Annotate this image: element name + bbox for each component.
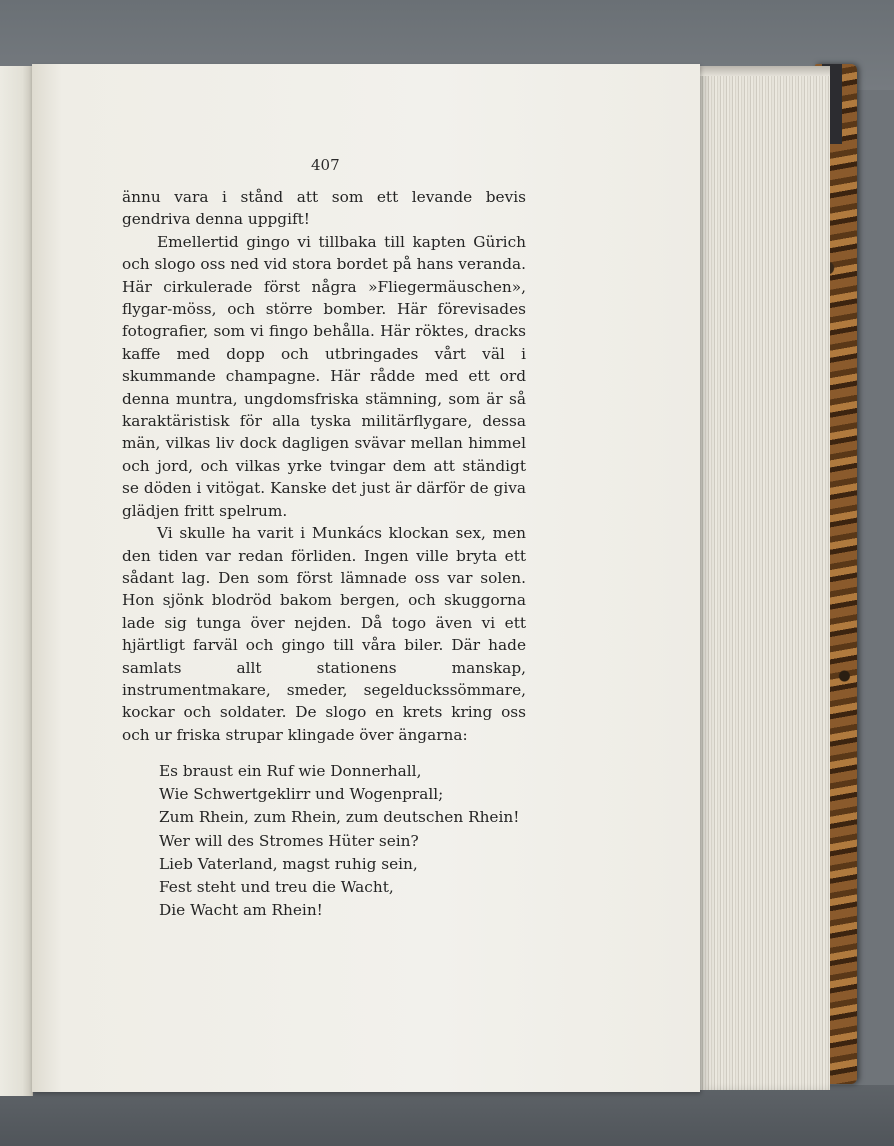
song-verse [159,760,539,922]
paragraph-3: Vi skulle ha varit i Munkács klockan sex, men den tiden var redan förliden. Ingen ville bryta ett sådant lag. Den som först lämnade oss var solen. Hon sjönk blodröd bakom bergen, och skuggorna lade sig tunga över nejden. Då togo även vi ett hjärtligt farväl och gingo till våra biler. Där hade samlats allt stationens manskap, instrumentmakare, smeder, segelduckssömmare, kockar och soldater. De slogo en krets kring oss och ur friska strupar klingade över ängarna: [122,524,526,744]
verse-line: Zum Rhein, zum Rhein, zum deutschen Rhein! [159,808,520,827]
verse-line: Es braust ein Ruf wie Donnerhall, [159,762,422,780]
verse-line: Fest steht und treu die Wacht, [159,878,394,897]
page-body-text [122,186,526,746]
background-bottom [0,1085,894,1146]
verse-line: Lieb Vaterland, magst ruhig sein, [159,854,418,873]
paragraph-2: Emellertid gingo vi tillbaka till kapten Gürich och slogo oss ned vid stora bordet på hans veranda. Här cirkulerade först några »Fliegermäuschen», flygar-möss, och större bomber. Här förevisades fotografier, som vi fingo behålla. Här röktes, dracks kaffe med dopp och utbringades vårt väl i skummande champagne. Här rådde med ett ord denna muntra, ungdomsfriska stämning, som är så karaktäristisk för alla tyska militärflygare, dessa män, vilkas liv dock dagligen svävar mellan himmel och jord, och vilkas yrke tvingar dem att ständigt se döden i vitögat. Kanske det just är därför de giva glädjen fritt spelrum. [122,232,526,520]
page-number: 407 [311,156,340,174]
previous-page-edge [0,66,33,1096]
verse-line: Wie Schwertgeklirr und Wogenprall; [159,785,444,804]
verse-line: Die Wacht am Rhein! [159,901,323,920]
verse-line: Wer will des Stromes Hüter sein? [159,831,419,850]
page-block-edges [700,66,830,1090]
paragraph-1: ännu vara i stånd att som ett levande bevis gendriva denna uppgift! [122,188,526,229]
page-block-top-shadow [700,66,830,76]
